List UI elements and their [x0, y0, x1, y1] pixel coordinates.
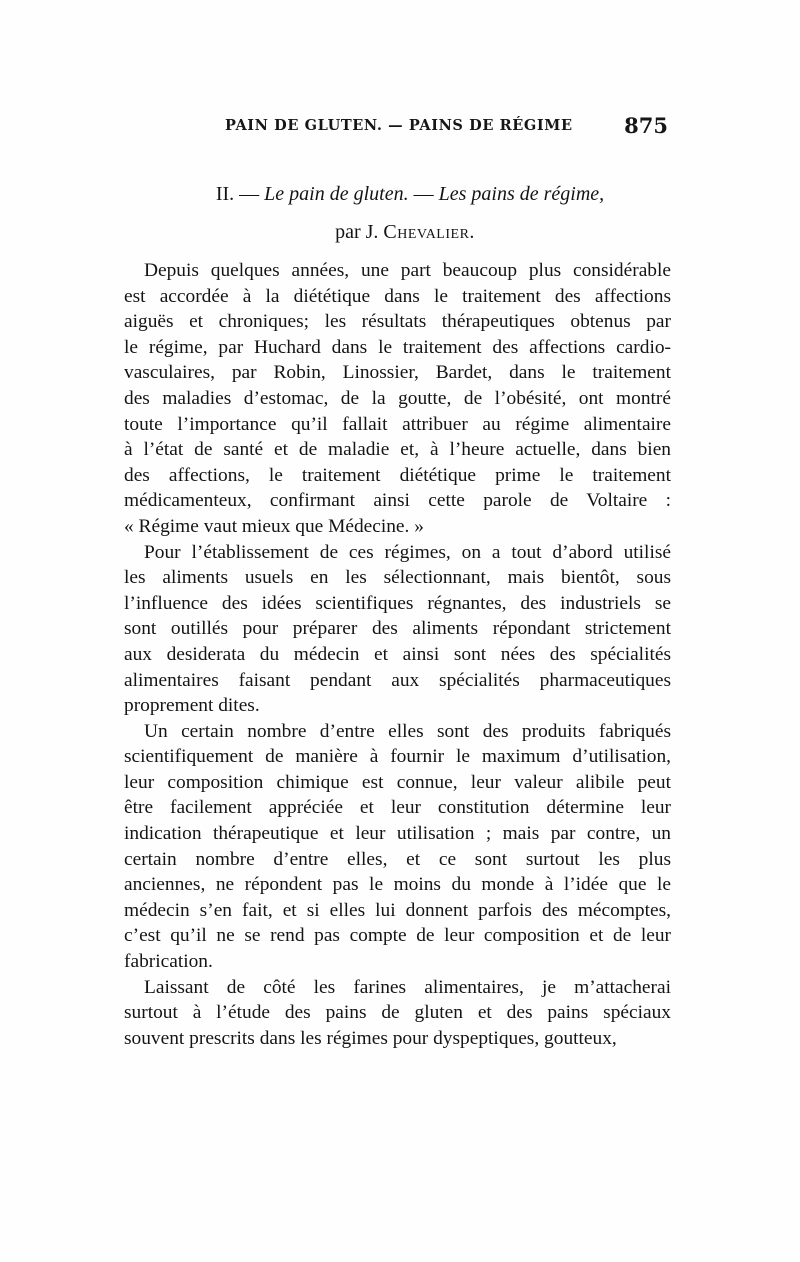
- text-line: les aliments usuels en les sélectionnant, mais bientôt, sous: [124, 567, 671, 589]
- text-line: médecin s’en fait, et si elles lui donnent parfois des mécomptes,: [124, 899, 671, 921]
- text-line: Un certain nombre d’entre elles sont des produits fabriqués: [144, 720, 671, 742]
- text-line: des affections, le traitement diététique prime le traitement: [124, 464, 671, 486]
- text-line: l’influence des idées scientifiques régnantes, des industriels se: [124, 592, 671, 614]
- chapter-dash: —: [413, 183, 434, 205]
- text-line: Pour l’établissement de ces régimes, on a tout d’abord utilisé: [144, 541, 671, 563]
- text-line: surtout à l’étude des pains de gluten et des pains spéciaux: [124, 1002, 671, 1024]
- text-line: à l’état de santé et de maladie et, à l’heure actuelle, dans bien: [124, 439, 671, 461]
- text-line: Depuis quelques années, une part beaucoup plus considérable: [144, 260, 671, 281]
- text-line: c’est qu’il ne se rend pas compte de leur composition et de leur: [124, 925, 671, 947]
- paragraph: [124, 540, 671, 719]
- text-line: Laissant de côté les farines alimentaires, je m’attacherai: [144, 976, 671, 998]
- chapter-byline: [0, 218, 800, 246]
- text-line: aiguës et chroniques; les résultats thérapeutiques obtenus par: [124, 311, 671, 333]
- running-head: [125, 113, 670, 143]
- chapter-title-part2: Les pains de régime,: [438, 183, 605, 205]
- text-line: le régime, par Huchard dans le traitement des affections cardio-: [124, 336, 671, 358]
- chapter-by: par J.: [335, 221, 379, 243]
- paragraph: [124, 258, 671, 540]
- text-line: leur composition chimique est connue, leur valeur alibile peut: [124, 771, 671, 793]
- text-line: être facilement appréciée et leur constitution détermine leur: [124, 797, 671, 819]
- text-line: certain nombre d’entre elles, et ce sont surtout les plus: [124, 848, 671, 870]
- chapter-author: Chevalier.: [383, 221, 475, 243]
- paragraph: [124, 975, 671, 1052]
- page-number: 875: [624, 113, 668, 138]
- running-title: PAIN DE GLUTEN. — PAINS DE RÉGIME: [225, 117, 573, 134]
- text-line: alimentaires faisant pendant aux spécialités pharmaceutiques: [124, 669, 671, 691]
- text-line: médicamenteux, confirmant ainsi cette parole de Voltaire :: [124, 490, 671, 512]
- text-line: souvent prescrits dans les régimes pour dyspeptiques, goutteux,: [124, 1027, 617, 1049]
- text-line: proprement dites.: [124, 695, 260, 717]
- text-line: fabrication.: [124, 951, 213, 973]
- text-line: indication thérapeutique et leur utilisation ; mais par contre, un: [124, 823, 671, 845]
- body-text: [124, 258, 671, 1051]
- text-line: vasculaires, par Robin, Linossier, Bardet, dans le traitement: [124, 362, 671, 384]
- chapter-title-line: [0, 180, 800, 208]
- chapter-title: [0, 180, 800, 246]
- text-line: sont outillés pour préparer des aliments répondant strictement: [124, 618, 671, 640]
- text-line: scientifiquement de manière à fournir le maximum d’utilisation,: [124, 746, 671, 768]
- text-line: « Régime vaut mieux que Médecine. »: [124, 515, 424, 537]
- text-line: anciennes, ne répondent pas le moins du monde à l’idée que le: [124, 874, 671, 896]
- chapter-title-part1: Le pain de gluten.: [264, 183, 409, 205]
- text-line: est accordée à la diététique dans le traitement des affections: [124, 285, 671, 307]
- text-line: des maladies d’estomac, de la goutte, de l’obésité, ont montré: [124, 387, 671, 409]
- paragraph: [124, 719, 671, 975]
- text-line: toute l’importance qu’il fallait attribuer au régime alimentaire: [124, 413, 671, 435]
- text-line: aux desiderata du médecin et ainsi sont nées des spécialités: [124, 643, 671, 665]
- chapter-numeral: II. —: [215, 183, 260, 205]
